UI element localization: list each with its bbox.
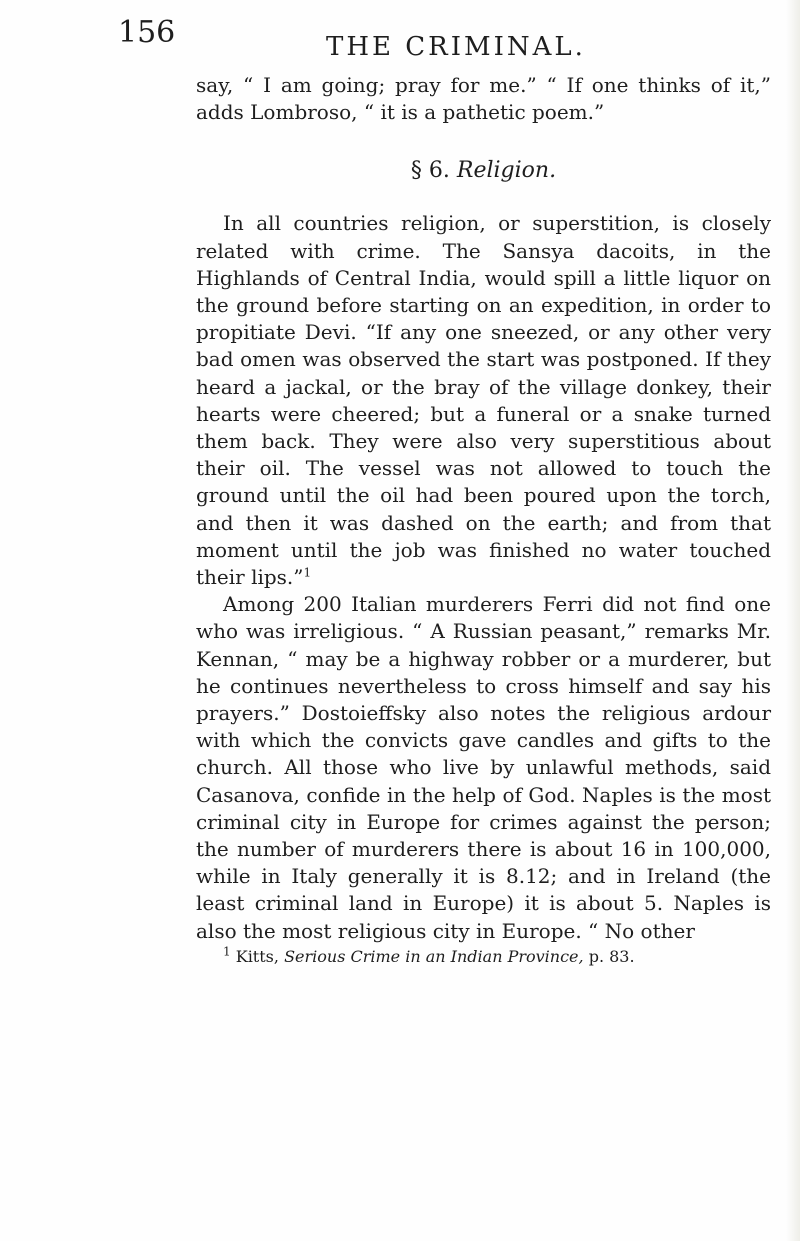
running-title: THE CRIMINAL. [326, 32, 586, 62]
paragraph-italian-murderers: Among 200 Italian murderers Ferri did not find one who was irreligious. “ A Russian peasant,” remarks Mr. Kennan, “ may be a highway robber or a murderer, but he continues nevertheless to cross himself and say his prayers.” Dostoieffsky also notes the religious ardour with which the convicts gave candles and gifts to the church. All those who live by unlawful methods, said Casanova, confide in the help of God. Naples is the most criminal city in Europe for crimes against the person; the number of murderers there is about 16 in 100,000, while in Italy generally it is 8.12; and in Ireland (the least criminal land in Europe) it is about 5. Naples is also the most religious city in Europe. “ No other [196, 592, 771, 943]
paragraph-religion-superstition [196, 210, 771, 591]
footnote-author: Kitts, [235, 946, 279, 966]
section-heading [196, 160, 771, 182]
section-title: Religion. [456, 158, 557, 184]
footnote-work-title: Serious Crime in an Indian Province, [284, 946, 584, 966]
body-text [196, 72, 771, 967]
page-edge-shadow [786, 0, 800, 1241]
footnote-mark: 1 [223, 944, 231, 959]
paragraph-text: In all countries religion, or superstition, is closely related with crime. The Sansya dacoits, in the Highlands of Central India, would spill a little liquor on the ground before starting on an expedition, in order to propitiate Devi. “If any one sneezed, or any other very bad omen was observed the start was postponed. If they heard a jackal, or the bray of the village donkey, their hearts were cheered; but a funeral or a snake turned them back. They were also very superstitious about their oil. The vessel was not allowed to touch the ground until the oil had been poured upon the torch, and then it was dashed on the earth; and from that moment until the job was finished no water touched their lips.” [196, 211, 771, 590]
page-number: 156 [118, 15, 176, 50]
footnote-page: p. 83. [588, 946, 635, 966]
footnote-reference: 1 [303, 565, 312, 580]
paragraph-continuation: say, “ I am going; pray for me.” “ If one thinks of it,” adds Lombroso, “ it is a pathetic poem.” [196, 73, 771, 125]
section-marker: § 6. [410, 158, 450, 184]
footnote [196, 944, 771, 967]
